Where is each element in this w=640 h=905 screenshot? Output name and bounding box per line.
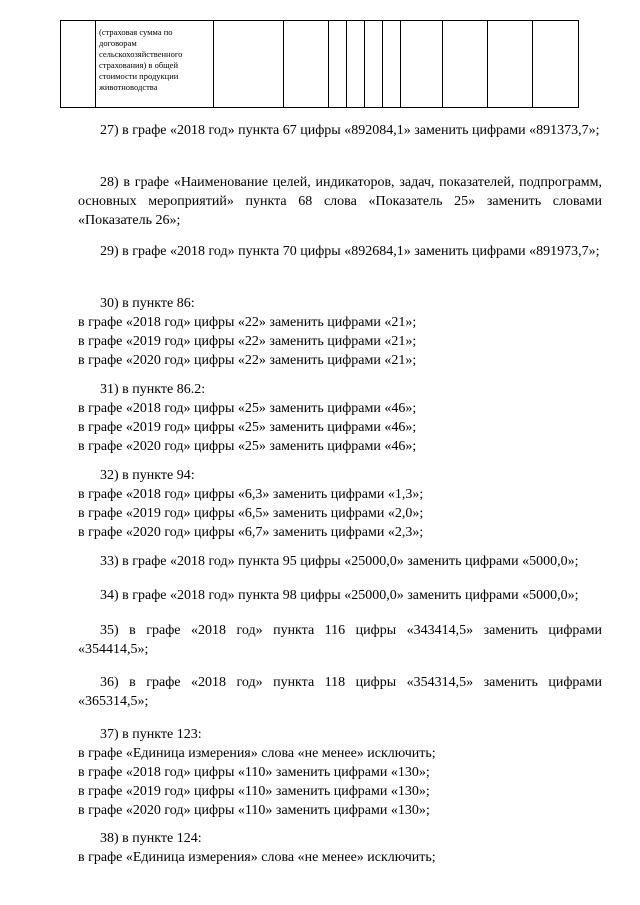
amendment-line: в графе «Единица измерения» слова «не менее» исключить; bbox=[78, 746, 436, 761]
amendment-item-27 bbox=[78, 121, 602, 140]
amendment-line: в графе «Единица измерения» слова «не менее» исключить; bbox=[78, 850, 436, 865]
amendment-item-32 bbox=[78, 466, 602, 542]
amendment-item-29 bbox=[78, 242, 602, 261]
amendment-line: в графе «2018 год» цифры «22» заменить цифрами «21»; bbox=[78, 315, 417, 330]
table-cell bbox=[347, 21, 365, 108]
table-row bbox=[61, 21, 579, 108]
amendment-line: в графе «2020 год» цифры «110» заменить цифрами «130»; bbox=[78, 803, 430, 818]
table-cell bbox=[533, 21, 579, 108]
table-cell-description: (страховая сумма по договорам сельскохозяйственного страхования) в общей стоимости продукции животноводства bbox=[96, 21, 214, 108]
amendment-text: 35) в графе «2018 год» пункта 116 цифры «343414,5» заменить цифрами «354414,5»; bbox=[78, 623, 602, 657]
amendment-item-33 bbox=[78, 552, 602, 571]
table-cell bbox=[284, 21, 329, 108]
amendment-line: в графе «2019 год» цифры «22» заменить цифрами «21»; bbox=[78, 334, 417, 349]
amendment-line: в графе «2018 год» цифры «110» заменить цифрами «130»; bbox=[78, 765, 430, 780]
amendment-item-38 bbox=[78, 829, 602, 867]
amendment-item-28 bbox=[78, 173, 602, 230]
table-cell bbox=[61, 21, 96, 108]
amendment-text: 36) в графе «2018 год» пункта 118 цифры «354314,5» заменить цифрами «365314,5»; bbox=[78, 675, 602, 709]
table-cell bbox=[488, 21, 533, 108]
amendment-item-31 bbox=[78, 380, 602, 456]
amendment-line: в графе «2019 год» цифры «25» заменить цифрами «46»; bbox=[78, 420, 417, 435]
table-cell bbox=[443, 21, 488, 108]
amendment-text: 27) в графе «2018 год» пункта 67 цифры «892084,1» заменить цифрами «891373,7»; bbox=[100, 123, 600, 138]
amendment-text: 34) в графе «2018 год» пункта 98 цифры «25000,0» заменить цифрами «5000,0»; bbox=[100, 588, 579, 603]
amendment-heading: 31) в пункте 86.2: bbox=[100, 382, 206, 397]
amendment-item-30 bbox=[78, 294, 602, 370]
amendment-text: 28) в графе «Наименование целей, индикаторов, задач, показателей, подпрограмм, основных мероприятий» пункта 68 слова «Показатель 25» заменить словами «Показатель 26»; bbox=[78, 175, 602, 228]
amendment-item-34 bbox=[78, 586, 602, 605]
amendment-heading: 32) в пункте 94: bbox=[100, 468, 195, 483]
table-cell bbox=[214, 21, 284, 108]
amendment-item-35 bbox=[78, 621, 602, 659]
amendment-line: в графе «2019 год» цифры «110» заменить цифрами «130»; bbox=[78, 784, 430, 799]
amendment-line: в графе «2019 год» цифры «6,5» заменить цифрами «2,0»; bbox=[78, 506, 424, 521]
amendment-heading: 37) в пункте 123: bbox=[100, 727, 202, 742]
amendment-text: 33) в графе «2018 год» пункта 95 цифры «25000,0» заменить цифрами «5000,0»; bbox=[100, 554, 579, 569]
amendment-item-37 bbox=[78, 725, 602, 820]
amendment-line: в графе «2018 год» цифры «6,3» заменить цифрами «1,3»; bbox=[78, 487, 424, 502]
table-cell bbox=[329, 21, 347, 108]
amendment-heading: 30) в пункте 86: bbox=[100, 296, 195, 311]
amendment-line: в графе «2020 год» цифры «6,7» заменить цифрами «2,3»; bbox=[78, 525, 424, 540]
amendment-line: в графе «2018 год» цифры «25» заменить цифрами «46»; bbox=[78, 401, 417, 416]
table-cell bbox=[365, 21, 383, 108]
table-fragment bbox=[60, 20, 579, 108]
amendment-line: в графе «2020 год» цифры «25» заменить цифрами «46»; bbox=[78, 439, 417, 454]
table-cell bbox=[401, 21, 443, 108]
table-cell bbox=[383, 21, 401, 108]
amendment-text: 29) в графе «2018 год» пункта 70 цифры «892684,1» заменить цифрами «891973,7»; bbox=[100, 244, 600, 259]
amendment-line: в графе «2020 год» цифры «22» заменить цифрами «21»; bbox=[78, 353, 417, 368]
amendment-heading: 38) в пункте 124: bbox=[100, 831, 202, 846]
amendment-item-36 bbox=[78, 673, 602, 711]
